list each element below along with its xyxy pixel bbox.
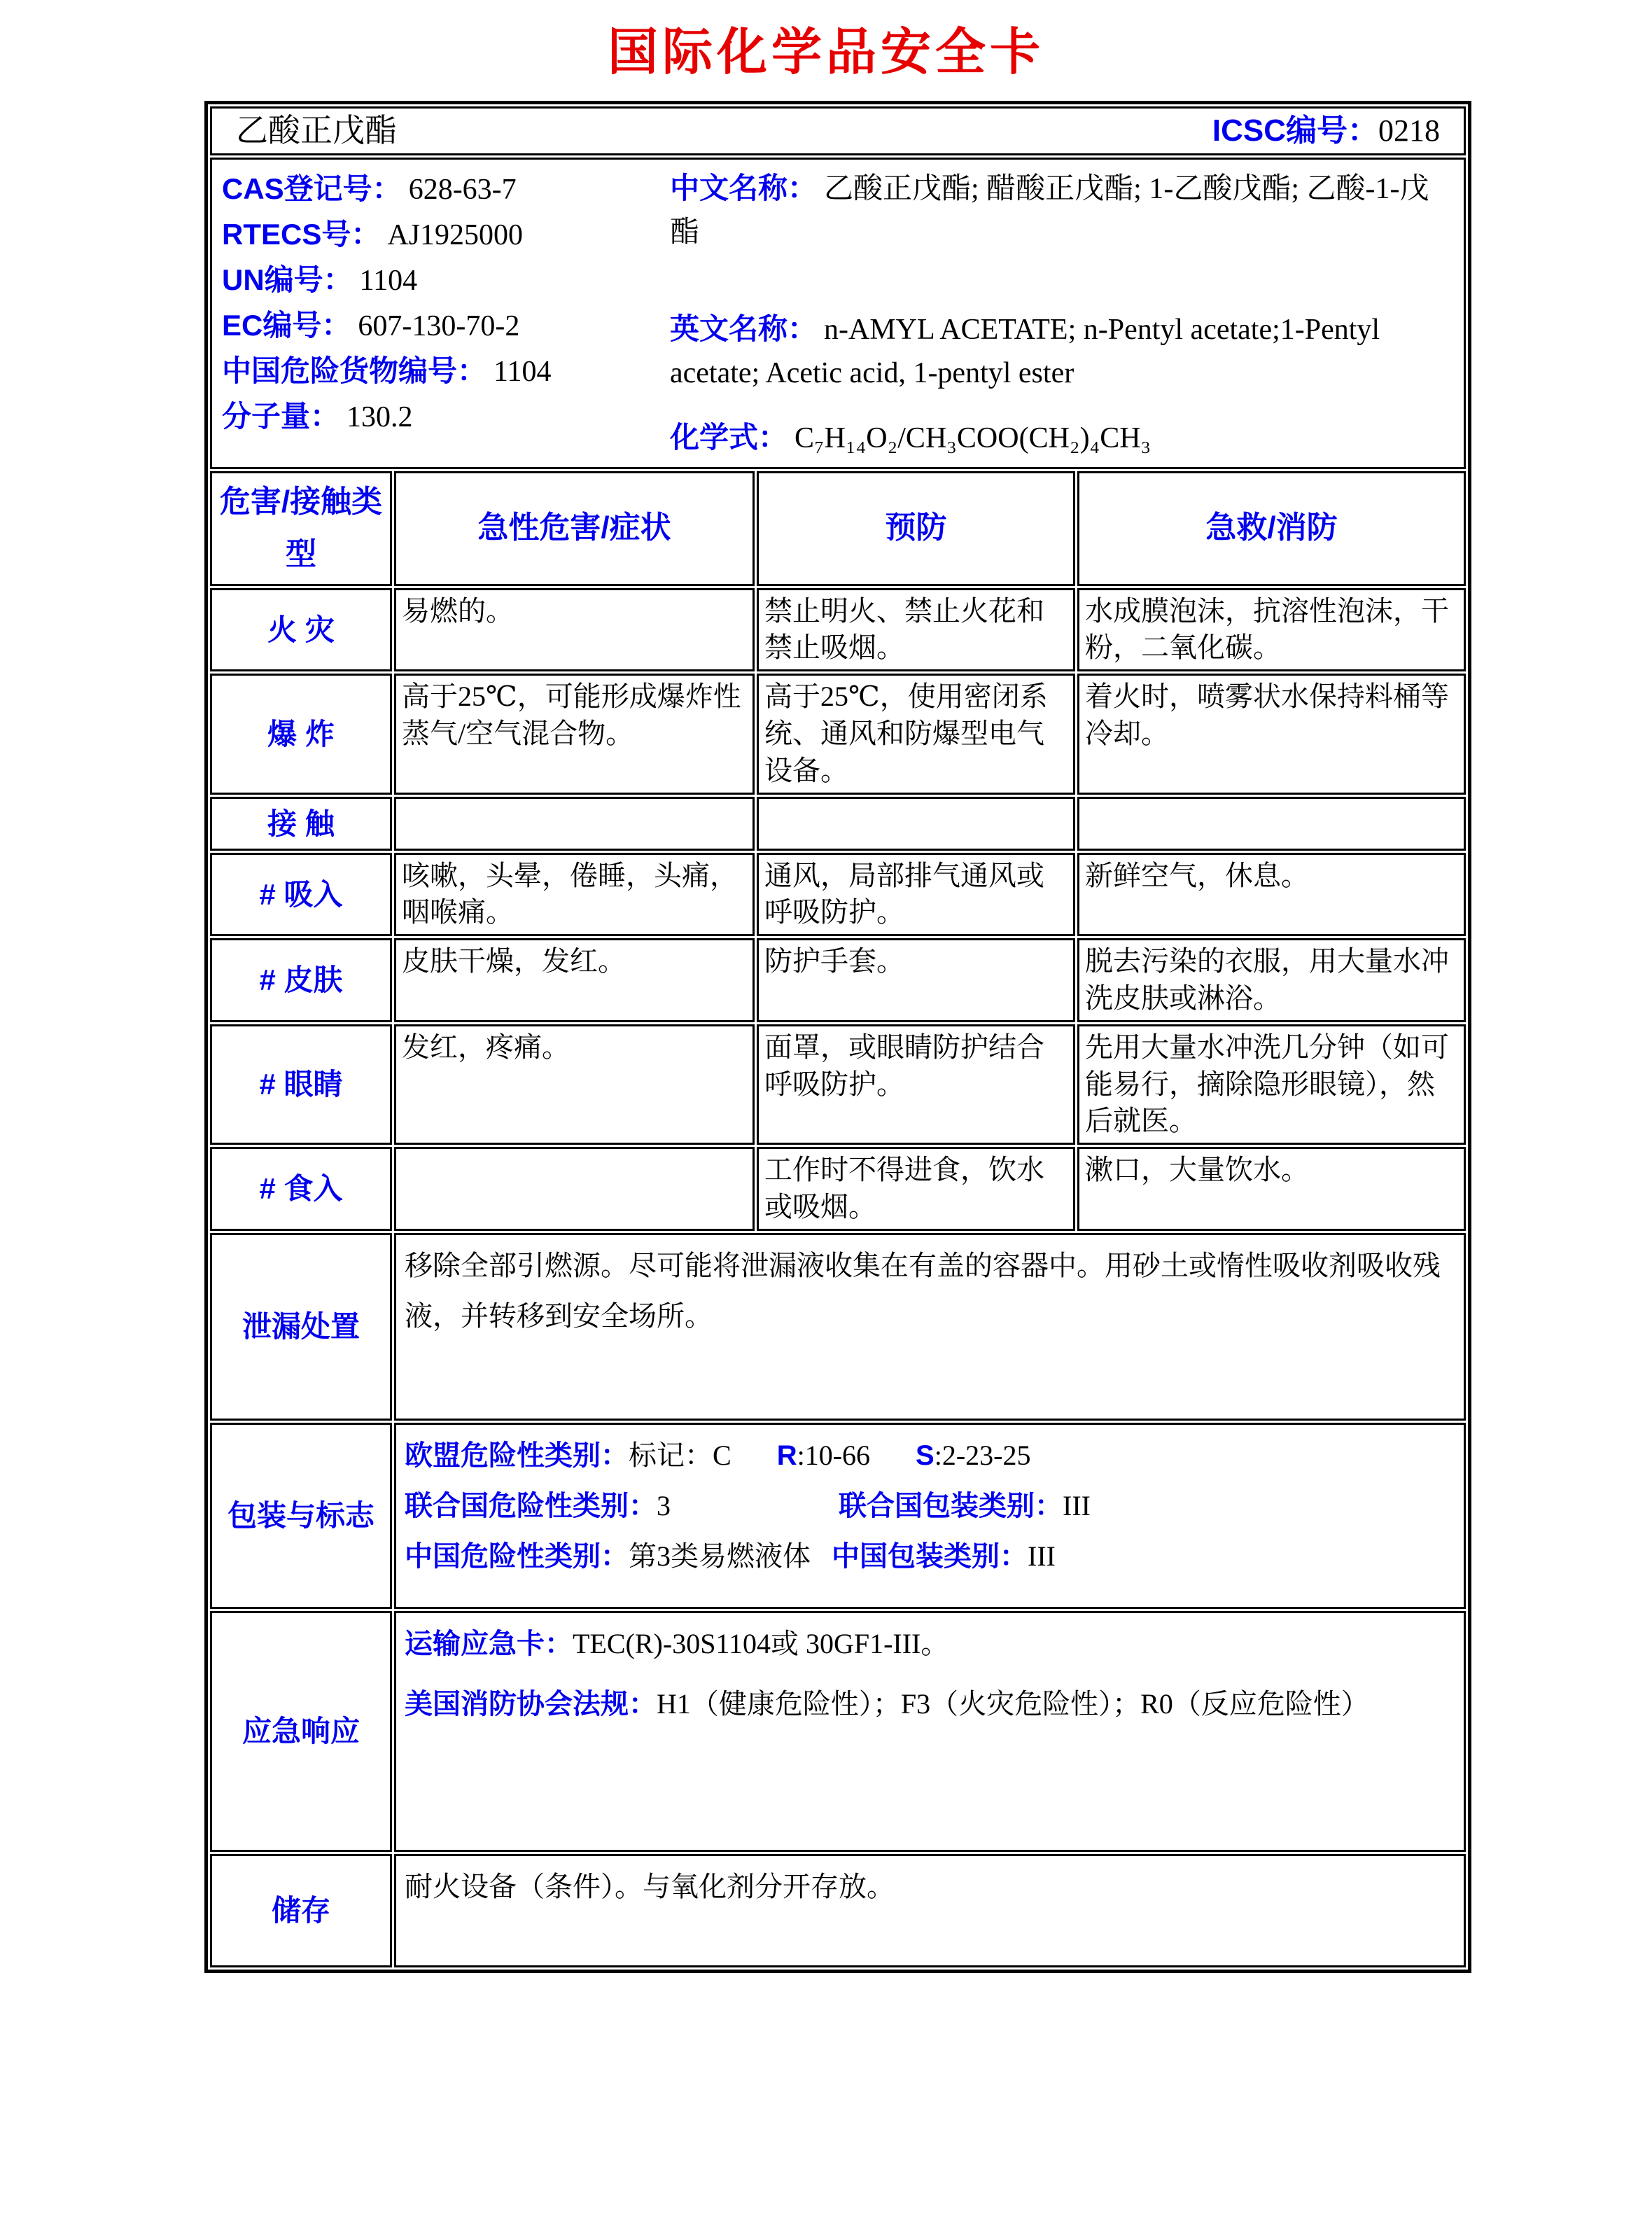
- identifier-value: 628-63-7: [408, 174, 517, 206]
- hazard-type-contact: 接 触: [210, 797, 392, 851]
- hazard-type-explosion: 爆 炸: [210, 674, 392, 794]
- eyes-prevention-cell: 面罩，或眼睛防护结合呼吸防护。: [757, 1024, 1075, 1145]
- chemical-formula: [670, 416, 1433, 460]
- contact-symptoms-cell: [394, 797, 755, 851]
- spill-disposal-cell: [394, 1233, 1466, 1421]
- identifier-cn-dangerous-goods: [222, 349, 670, 394]
- s-phrases-value: :2-23-25: [934, 1439, 1031, 1471]
- explosion-first-aid-cell: 着火时，喷雾状水保持料桶等冷却。: [1077, 674, 1466, 794]
- un-classification-line: [405, 1481, 1455, 1531]
- un-pack-group-label: 联合国包装类别：: [839, 1490, 1063, 1521]
- nfpa-value: H1（健康危险性）；F3（火灾危险性）；R0（反应危险性）: [657, 1687, 1369, 1720]
- r-phrases-label: R: [776, 1440, 797, 1471]
- identifier-value: 1104: [359, 265, 418, 297]
- hazard-type-eyes: # 眼睛: [210, 1024, 392, 1145]
- eu-classification-label: 欧盟危险性类别：: [405, 1440, 629, 1471]
- explosion-prevention-cell: 高于25℃，使用密闭系统、通风和防爆型电气设备。: [757, 674, 1075, 794]
- table-row-contact: [210, 797, 1466, 851]
- skin-prevention-cell: 防护手套。: [757, 938, 1075, 1022]
- table-row-inhalation: [210, 853, 1466, 937]
- substance-name: 乙酸正戊酯: [236, 112, 397, 148]
- chemical-formula-label: 化学式：: [670, 421, 788, 454]
- table-row-emergency-response: [210, 1611, 1466, 1852]
- contact-prevention-cell: [757, 797, 1075, 851]
- table-row-spill-disposal: [210, 1233, 1466, 1421]
- table-row-eyes: [210, 1024, 1466, 1145]
- storage-text: 耐火设备（条件）。与氧化剂分开存放。: [405, 1870, 895, 1902]
- name-block: [670, 167, 1433, 460]
- un-pack-group-value: III: [1063, 1489, 1091, 1521]
- eyes-symptoms-cell: 发红，疼痛。: [394, 1024, 755, 1145]
- nfpa-line: [405, 1679, 1455, 1729]
- hazard-type-ingestion: # 食入: [210, 1147, 392, 1231]
- identifier-molecular-weight: [222, 394, 670, 440]
- identifier-label: 中国危险货物编号：: [222, 354, 487, 387]
- section-label-emergency-response: 应急响应: [210, 1611, 392, 1852]
- col-header-symptoms: 急性危害/症状: [394, 471, 755, 586]
- identifier-rtecs: [222, 212, 670, 258]
- storage-cell: [394, 1854, 1466, 1967]
- table-row-storage: [210, 1854, 1466, 1967]
- eu-classification-line: [405, 1430, 1455, 1481]
- identity-row: [210, 158, 1466, 469]
- ingestion-symptoms-cell: [394, 1147, 755, 1231]
- fire-prevention-cell: 禁止明火、禁止火花和禁止吸烟。: [757, 588, 1075, 672]
- eyes-first-aid-cell: 先用大量水冲洗几分钟（如可能易行，摘除隐形眼镜），然后就医。: [1077, 1024, 1466, 1145]
- card-header-row: [210, 106, 1466, 155]
- table-row-packaging: [210, 1423, 1466, 1609]
- identifier-list: [222, 167, 670, 460]
- ingestion-first-aid-cell: 漱口，大量饮水。: [1077, 1147, 1466, 1231]
- english-names: [670, 307, 1433, 395]
- table-row-explosion: [210, 674, 1466, 794]
- identifier-label: EC编号：: [222, 309, 351, 342]
- un-hazard-class-label: 联合国危险性类别：: [405, 1490, 657, 1521]
- hazard-type-fire: 火 灾: [210, 588, 392, 672]
- cn-classification-line: [405, 1531, 1455, 1582]
- icsc-number-label: ICSC编号：: [1212, 113, 1378, 148]
- inhalation-symptoms-cell: 咳嗽，头晕，倦睡，头痛，咽喉痛。: [394, 853, 755, 937]
- explosion-symptoms-cell: 高于25℃，可能形成爆炸性蒸气/空气混合物。: [394, 674, 755, 794]
- identifier-label: 分子量：: [222, 400, 340, 433]
- card-header-cell: [210, 106, 1466, 155]
- r-phrases-value: :10-66: [797, 1439, 871, 1471]
- eu-classification-value: 标记：C: [629, 1439, 732, 1471]
- identifier-label: UN编号：: [222, 263, 353, 296]
- section-label-storage: 储存: [210, 1854, 392, 1967]
- hazard-type-inhalation: # 吸入: [210, 853, 392, 937]
- identifier-cas: [222, 167, 670, 212]
- inhalation-first-aid-cell: 新鲜空气，休息。: [1077, 853, 1466, 937]
- nfpa-label: 美国消防协会法规：: [405, 1688, 657, 1720]
- column-header-row: [210, 471, 1466, 586]
- page-title: 国际化学品安全卡: [607, 25, 1044, 81]
- skin-symptoms-cell: 皮肤干燥，发红。: [394, 938, 755, 1022]
- spill-disposal-text: 移除全部引燃源。尽可能将泄漏液收集在有盖的容器中。用砂土或惰性吸收剂吸收残液，并转移到安全场所。: [405, 1249, 1441, 1332]
- inhalation-prevention-cell: 通风，局部排气通风或呼吸防护。: [757, 853, 1075, 937]
- col-header-prevention: 预防: [757, 471, 1075, 586]
- icsc-card: [204, 101, 1471, 1973]
- chemical-formula-value: C₇H₁₄O₂/CH₃COO(CH₂)₄CH₃: [794, 422, 1152, 454]
- identifier-ec: [222, 303, 670, 349]
- tremcard-label: 运输应急卡：: [405, 1628, 573, 1659]
- cn-hazard-class-label: 中国危险性类别：: [405, 1540, 629, 1572]
- table-row-fire: [210, 588, 1466, 672]
- section-label-packaging: 包装与标志: [210, 1423, 392, 1609]
- identifier-label: CAS登记号：: [222, 172, 402, 205]
- identifier-value: 1104: [493, 356, 552, 388]
- un-hazard-class-value: 3: [657, 1489, 671, 1521]
- identifier-label: RTECS号：: [222, 218, 381, 251]
- table-row-ingestion: [210, 1147, 1466, 1231]
- tremcard-value: TEC(R)-30S1104或 30GF1-III。: [573, 1627, 949, 1659]
- english-names-label: 英文名称：: [670, 312, 818, 345]
- fire-first-aid-cell: 水成膜泡沫，抗溶性泡沫，干粉，二氧化碳。: [1077, 588, 1466, 672]
- cn-hazard-class-value: 第3类易燃液体: [629, 1540, 811, 1572]
- hazard-type-skin: # 皮肤: [210, 938, 392, 1022]
- icsc-number: [1212, 111, 1440, 151]
- chinese-names-value: 乙酸正戊酯; 醋酸正戊酯; 1-乙酸戊酯; 乙酸-1-戊酯: [670, 173, 1429, 249]
- tremcard-line: [405, 1619, 1455, 1669]
- section-label-spill-disposal: 泄漏处置: [210, 1233, 392, 1421]
- identifier-un: [222, 258, 670, 303]
- fire-symptoms-cell: 易燃的。: [394, 588, 755, 672]
- identifier-value: 130.2: [346, 401, 413, 433]
- emergency-response-cell: [394, 1611, 1466, 1852]
- s-phrases-label: S: [916, 1440, 934, 1471]
- identifier-value: AJ1925000: [387, 219, 524, 251]
- chinese-names: [670, 167, 1433, 254]
- english-names-value: n-AMYL ACETATE; n-Pentyl acetate;1-Pentyl acetate; Acetic acid, 1-pentyl ester: [670, 314, 1380, 389]
- cn-pack-group-value: III: [1028, 1540, 1056, 1572]
- skin-first-aid-cell: 脱去污染的衣服，用大量水冲洗皮肤或淋浴。: [1077, 938, 1466, 1022]
- col-header-hazard-type: 危害/接触类型: [210, 471, 392, 586]
- ingestion-prevention-cell: 工作时不得进食，饮水或吸烟。: [757, 1147, 1075, 1231]
- chinese-names-label: 中文名称：: [670, 172, 818, 204]
- contact-first-aid-cell: [1077, 797, 1466, 851]
- cn-pack-group-label: 中国包装类别：: [832, 1540, 1028, 1572]
- table-row-skin: [210, 938, 1466, 1022]
- identifier-value: 607-130-70-2: [358, 310, 520, 342]
- packaging-cell: [394, 1423, 1466, 1609]
- icsc-number-value: 0218: [1378, 113, 1440, 148]
- identity-cell: [210, 158, 1466, 469]
- col-header-first-aid: 急救/消防: [1077, 471, 1466, 586]
